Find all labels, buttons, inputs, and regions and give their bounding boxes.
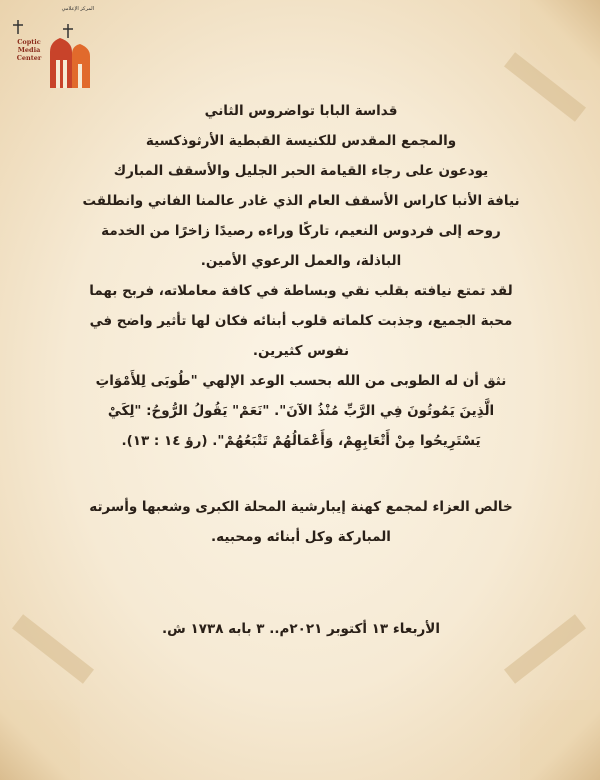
logo-name-line: Center	[16, 54, 42, 62]
condolence-line: المباركة وكل أبنائه ومحبيه.	[211, 529, 391, 545]
spacer	[58, 552, 544, 614]
corner-decoration	[520, 700, 600, 780]
spacer	[58, 456, 544, 492]
scripture-line: يَسْتَرِيحُوا مِنْ أَتْعَابِهِمْ، وَأَعْمَالُهُمْ تَتْبَعُهُمْ". (رؤ ١٤ : ١٣).	[121, 433, 481, 449]
body-line: الباذلة، والعمل الرعوي الأمين.	[200, 253, 402, 269]
body-line: نفوس كثيرين.	[252, 343, 350, 359]
body-line: محبة الجميع، وجذبت كلماته قلوب أبنائه فكان لها تأثير واضح في	[89, 313, 513, 329]
corner-decoration	[0, 700, 80, 780]
scripture-line: الَّذِينَ يَمُوتُونَ فِي الرَّبِّ مُنْذُ الآنَ". "نَعَمْ" يَقُولُ الرُّوحُ: "لِكَيْ	[107, 403, 495, 419]
body-line: روحه إلى فردوس النعيم، تاركًا وراءه رصيدًا زاخرًا من الخدمة	[101, 223, 501, 239]
body-line: نيافة الأنبا كاراس الأسقف العام الذي غادر عالمنا الفاني وانطلقت	[82, 193, 520, 209]
coptic-media-center-logo	[6, 4, 98, 90]
header-line: والمجمع المقدس للكنيسة القبطية الأرثوذكسية	[145, 133, 457, 149]
logo-name-line: Media	[17, 46, 41, 54]
date-line: الأربعاء ١٣ أكتوبر ٢٠٢١م.. ٣ بابه ١٧٣٨ ش.	[162, 621, 440, 637]
header-line: قداسة البابا تواضروس الثاني	[204, 103, 398, 119]
body-line: لقد تمتع نيافته بقلب نقي وبساطة في كافة معاملاته، فربح بهما	[89, 283, 513, 299]
body-line: يودعون على رجاء القيامة الحبر الجليل والأسقف المبارك	[113, 163, 489, 179]
condolence-line: خالص العزاء لمجمع كهنة إيبارشية المحلة الكبرى وشعبها وأسرته	[89, 499, 513, 515]
logo-name	[8, 38, 50, 62]
condolence-announcement	[58, 96, 544, 644]
scripture-line: نثق أن له الطوبى من الله بحسب الوعد الإلهي "طُوبَى لِلأَمْوَاتِ	[95, 373, 507, 389]
logo-arabic-label: المركز الإعلامي	[61, 6, 94, 12]
logo-name-line: Coptic	[17, 38, 41, 46]
